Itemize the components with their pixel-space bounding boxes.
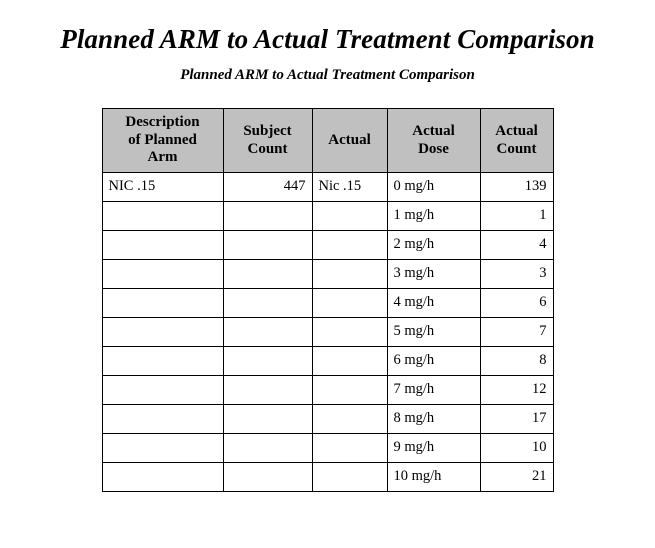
cell-actual-dose: 7 mg/h — [387, 376, 480, 405]
cell-actual-dose: 9 mg/h — [387, 434, 480, 463]
cell-actual-count: 4 — [480, 231, 553, 260]
table-row — [102, 173, 553, 202]
cell-actual-count: 3 — [480, 260, 553, 289]
column-header-actual-dose-line2: Dose — [418, 140, 449, 157]
cell-actual-count: 8 — [480, 347, 553, 376]
cell-actual — [312, 376, 387, 405]
cell-subject-count — [223, 405, 312, 434]
table-row — [102, 318, 553, 347]
cell-actual-dose: 6 mg/h — [387, 347, 480, 376]
column-header-description — [102, 109, 223, 173]
cell-actual — [312, 318, 387, 347]
column-header-description-line3: Arm — [147, 149, 178, 166]
column-header-subject-count-line1: Subject — [243, 122, 292, 139]
column-header-description-line1: Description — [125, 114, 200, 130]
cell-actual-dose: 3 mg/h — [387, 260, 480, 289]
table-row — [102, 376, 553, 405]
column-header-actual-dose-line1: Actual — [412, 122, 455, 139]
column-header-actual — [312, 109, 387, 173]
table-row — [102, 434, 553, 463]
cell-actual-count: 21 — [480, 463, 553, 492]
page-subtitle: Planned ARM to Actual Treatment Comparison — [180, 67, 475, 83]
cell-actual-dose: 1 mg/h — [387, 202, 480, 231]
cell-actual-dose: 10 mg/h — [387, 463, 480, 492]
cell-actual-count: 7 — [480, 318, 553, 347]
cell-actual-count: 139 — [480, 173, 553, 202]
table-row — [102, 463, 553, 492]
cell-description — [102, 318, 223, 347]
column-header-actual-line1: Actual — [328, 131, 371, 148]
cell-subject-count — [223, 347, 312, 376]
cell-description — [102, 405, 223, 434]
cell-actual — [312, 347, 387, 376]
cell-actual-dose: 5 mg/h — [387, 318, 480, 347]
cell-actual-count: 12 — [480, 376, 553, 405]
cell-description — [102, 231, 223, 260]
column-header-subject-count-line2: Count — [247, 140, 288, 157]
cell-subject-count — [223, 202, 312, 231]
cell-actual-count: 17 — [480, 405, 553, 434]
cell-actual — [312, 260, 387, 289]
column-header-actual-dose — [387, 109, 480, 173]
cell-subject-count — [223, 463, 312, 492]
cell-subject-count — [223, 231, 312, 260]
cell-actual-dose: 2 mg/h — [387, 231, 480, 260]
cell-actual-dose: 4 mg/h — [387, 289, 480, 318]
cell-actual — [312, 463, 387, 492]
cell-actual-count: 10 — [480, 434, 553, 463]
cell-description — [102, 434, 223, 463]
cell-actual — [312, 289, 387, 318]
table-container — [0, 108, 655, 492]
table-row — [102, 289, 553, 318]
cell-actual-count: 1 — [480, 202, 553, 231]
cell-actual-dose: 8 mg/h — [387, 405, 480, 434]
cell-actual: Nic .15 — [312, 173, 387, 202]
cell-actual — [312, 405, 387, 434]
table-body — [102, 173, 553, 492]
column-header-actual-count-line1: Actual — [495, 122, 538, 139]
cell-subject-count — [223, 289, 312, 318]
cell-description — [102, 260, 223, 289]
table-header — [102, 109, 553, 173]
cell-actual-dose: 0 mg/h — [387, 173, 480, 202]
cell-subject-count — [223, 318, 312, 347]
page-title: Planned ARM to Actual Treatment Comparison — [60, 24, 595, 54]
cell-actual-count: 6 — [480, 289, 553, 318]
column-header-actual-count-line2: Count — [496, 140, 537, 157]
cell-actual — [312, 434, 387, 463]
cell-subject-count — [223, 376, 312, 405]
cell-subject-count: 447 — [223, 173, 312, 202]
cell-description — [102, 376, 223, 405]
cell-subject-count — [223, 434, 312, 463]
table-row — [102, 347, 553, 376]
cell-actual — [312, 202, 387, 231]
column-header-description-line2: of Planned — [128, 131, 197, 148]
cell-description — [102, 347, 223, 376]
cell-actual — [312, 231, 387, 260]
cell-subject-count — [223, 260, 312, 289]
table-header-row — [102, 109, 553, 173]
table-row — [102, 202, 553, 231]
column-header-actual-count — [480, 109, 553, 173]
cell-description — [102, 463, 223, 492]
table-row — [102, 405, 553, 434]
cell-description — [102, 202, 223, 231]
column-header-subject-count — [223, 109, 312, 173]
cell-description: NIC .15 — [102, 173, 223, 202]
treatment-comparison-table — [102, 108, 554, 492]
cell-description — [102, 289, 223, 318]
table-row — [102, 231, 553, 260]
table-row — [102, 260, 553, 289]
